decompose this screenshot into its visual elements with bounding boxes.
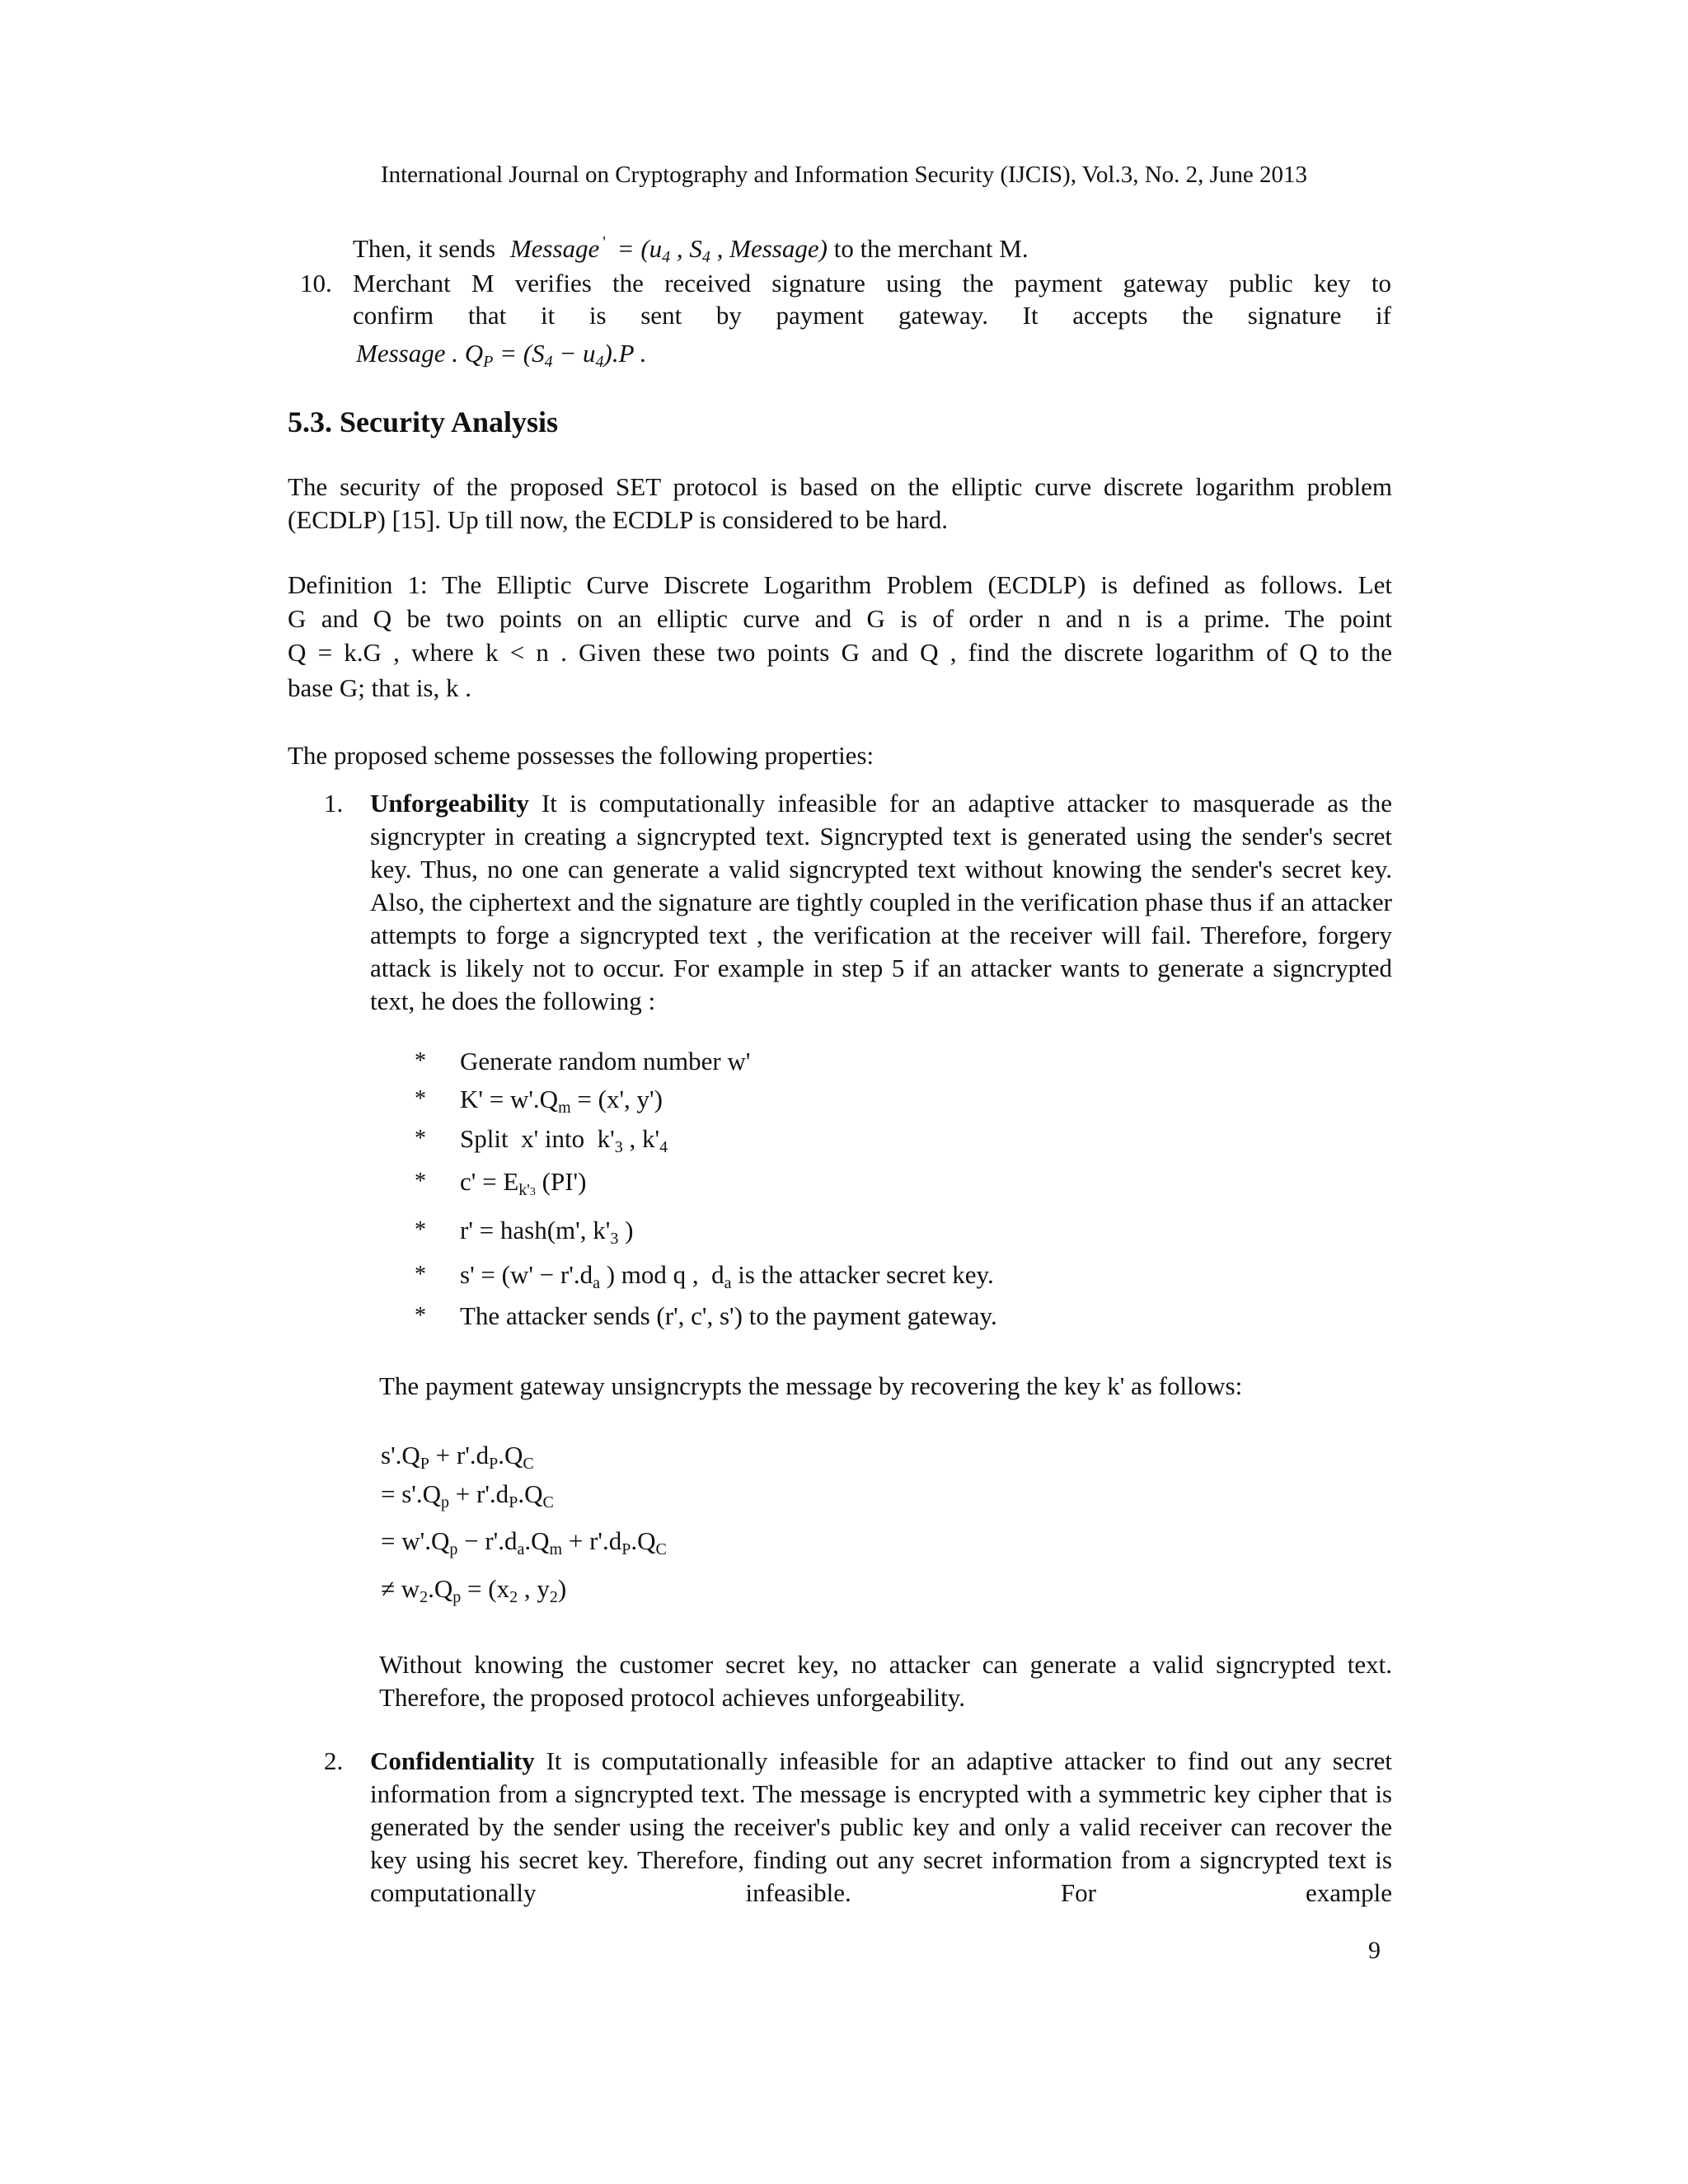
bullet-item-1: Generate random number w' (460, 1047, 751, 1076)
item1-conclusion: Without knowing the customer secret key, no attacker can generate a valid signcrypted text. Therefore, the proposed protocol achieves unforgeability. (379, 1650, 1392, 1712)
bullet-item-5: r' = hash(m', $k'_3$ ) (460, 1216, 634, 1248)
step10-line1: Merchant M verifies the received signature using the payment gateway public key to (353, 269, 1391, 298)
bullet-item-2: $K' = w'.Q_m = (x'$, y') (460, 1085, 663, 1117)
step10-number: 10. (300, 269, 332, 298)
equation-1: $s'.Q_P + r'.d_P.Q_C$ (381, 1441, 534, 1473)
bullet-star-icon: * (415, 1303, 426, 1329)
bullet-star-icon: * (415, 1169, 426, 1194)
bullet-item-6: $s' = (w' - r'.d_a$ ) mod q , $d_a$ is the attacker secret key. (460, 1260, 994, 1292)
step10-line2: confirm that it is sent by payment gateway. It accepts the signature if (353, 301, 1391, 330)
equation-4: ≠ $w_2.Q_p = (x_2$ , $y_2$) (381, 1574, 567, 1606)
definition-line4: base G; that is, k . (288, 673, 471, 702)
item1-text: It is computationally infeasible for an adaptive attacker to masquerade as the signcrypter in creating a signcrypted text. Signcrypted text is generated using the sender's secret key. Thus, no one can generate a valid signcrypted text without knowing the sender's secret key. Also, the ciphertext and the signature are tightly coupled in the verification phase thus if an attacker attempts to forge a signcrypted text , the verification at the receiver will fail. Therefore, forgery attack is likely not to occur. For example in step 5 if an attacker wants to generate a signcrypted text, he does the following : (370, 789, 1392, 1015)
bullet-item-7: The attacker sends (r', c', s') to the payment gateway. (460, 1301, 997, 1330)
bullet-star-icon: * (415, 1048, 426, 1074)
step9-formula-lhs: Message (509, 234, 600, 263)
item2-term: Confidentiality (370, 1746, 535, 1775)
definition-line3: Q = k.G , where k < n . Given these two points G and Q , find the discrete logarithm of Q to the (288, 638, 1392, 667)
equation-2: = $s'.Q_p + r'.d_P.Q_C$ (381, 1479, 554, 1511)
item1-paragraph (370, 787, 1392, 1018)
section-title: 5.3. Security Analysis (288, 405, 559, 438)
bullet-star-icon: * (415, 1262, 426, 1287)
bullet-star-icon: * (415, 1217, 426, 1243)
item1-term: Unforgeability (370, 789, 529, 818)
item2-number: 2. (324, 1746, 344, 1775)
bullet-star-icon: * (415, 1086, 426, 1112)
definition-line2: G and Q be two points on an elliptic curve and G is of order n and n is a prime. The point (288, 604, 1392, 633)
recover-intro: The payment gateway unsigncrypts the message by recovering the key k' as follows: (379, 1371, 1243, 1400)
item2-text: It is computationally infeasible for an adaptive attacker to find out any secret information from a signcrypted text. The message is encrypted with a symmetric key cipher that is generated by the sender using the receiver's public key and only a valid receiver can recover the key using his secret key. Therefore, finding out any secret information from a signcrypted text is computationally infeasible. For example (370, 1746, 1393, 1907)
step9-suffix: to the merchant M. (833, 234, 1029, 263)
page-number: 9 (1368, 1937, 1381, 1964)
step9-formula-rhs: = ($u_4$ , $S_4$ , Message) (617, 234, 828, 266)
equation-3: = $w'.Q_p - r'.d_a.Q_m + r'.d_P.Q_C$ (381, 1526, 667, 1558)
bullet-item-4: $c' = E_{k'3}$ (PI') (460, 1167, 587, 1199)
bullet-star-icon: * (415, 1126, 426, 1151)
step9-continuation: Then, it sends Message $' = (u_4$ , $S_4$ , Message) to the merchant M. (353, 233, 1029, 266)
step9-prefix: Then, it sends (353, 234, 496, 263)
definition-line1: Definition 1: The Elliptic Curve Discrete Logarithm Problem (ECDLP) is defined as follows. Let (288, 570, 1392, 599)
item1-number: 1. (324, 789, 344, 818)
journal-header: International Journal on Cryptography and Information Security (IJCIS), Vol.3, No. 2, June 2013 (380, 162, 1308, 188)
bullet-item-3: Split x' into $k'_3$ , $k'_4$ (460, 1124, 668, 1156)
intro-paragraph: The security of the proposed SET protocol is based on the elliptic curve discrete logarithm problem (ECDLP) [15]. Up till now, the ECDLP is considered to be hard. (288, 472, 1392, 534)
properties-intro: The proposed scheme possesses the following properties: (288, 741, 874, 770)
step10-formula: Message . $Q_P = (S_4 - u_4).P$ . (356, 339, 647, 371)
item2-paragraph (370, 1745, 1392, 1910)
